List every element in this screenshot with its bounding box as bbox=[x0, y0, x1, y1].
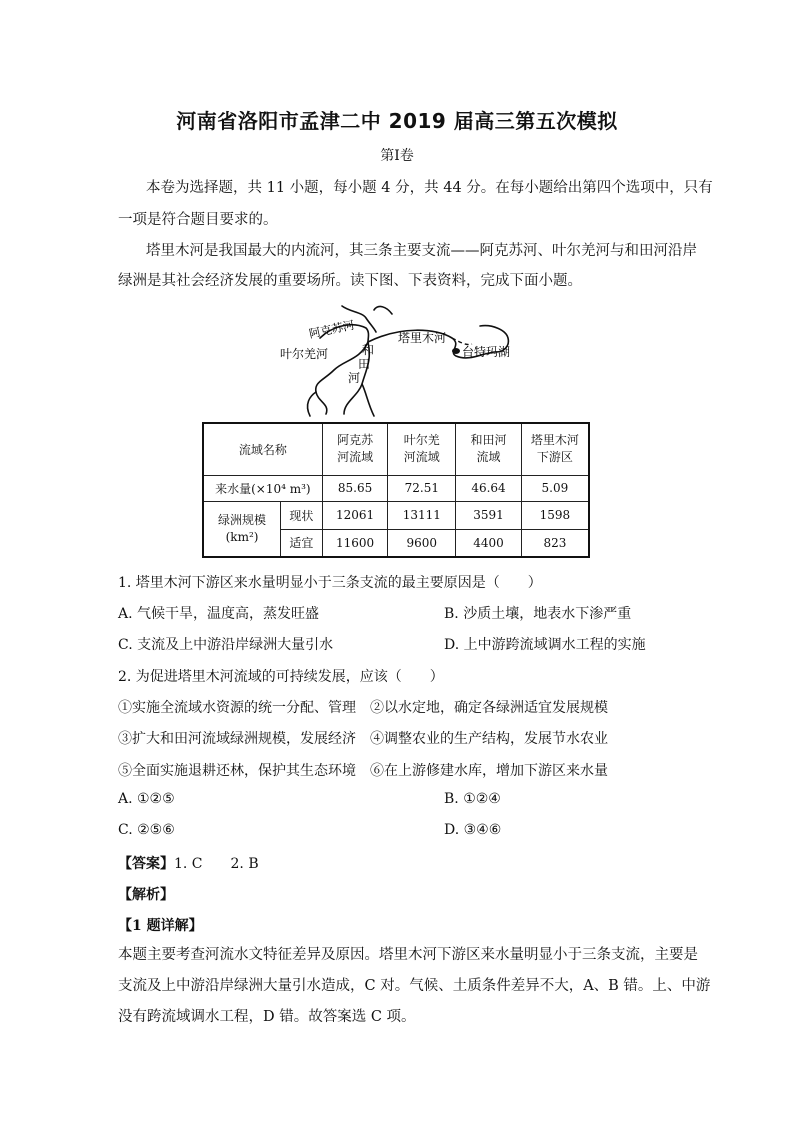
taitema-label: 台特玛湖 bbox=[462, 345, 511, 359]
q2-statement-5: ⑤全面实施退耕还林，保护其生态环境 bbox=[118, 763, 356, 779]
answer-line bbox=[118, 853, 259, 873]
q1-option-b: B. 沙质土壤，地表水下渗严重 bbox=[444, 606, 632, 622]
table-cell: 5.09 bbox=[521, 475, 589, 501]
detail-title: 【1 题详解】 bbox=[118, 918, 203, 934]
table-cell: 12061 bbox=[322, 501, 388, 529]
taitema-lake bbox=[452, 348, 460, 354]
table-cell: 85.65 bbox=[322, 475, 388, 501]
hotan-label-1: 和 bbox=[362, 343, 375, 357]
q2-statement-4: ④调整农业的生产结构，发展节水农业 bbox=[370, 731, 608, 747]
q1-stem: 1. 塔里木河下游区来水量明显小于三条支流的最主要原因是（ ） bbox=[118, 575, 542, 591]
passage-line-1: 塔里木河是我国最大的内流河，其三条主要支流——阿克苏河、叶尔羌河与和田河沿岸 bbox=[146, 243, 697, 259]
suitable-label: 适宜 bbox=[281, 529, 323, 557]
hotan-label-3: 河 bbox=[348, 371, 361, 385]
header-tarim-lower: 塔里木河 下游区 bbox=[521, 423, 589, 475]
passage-line-2: 绿洲是其社会经济发展的重要场所。读下图、下表资料，完成下面小题。 bbox=[118, 273, 582, 289]
header-yarkand: 叶尔羌 河流域 bbox=[388, 423, 456, 475]
header-basin-name: 流域名称 bbox=[203, 423, 322, 475]
table-cell: 46.64 bbox=[456, 475, 522, 501]
table-row-current bbox=[203, 501, 589, 529]
table-header-row bbox=[203, 423, 589, 475]
table-cell: 823 bbox=[521, 529, 589, 557]
table-cell: 1598 bbox=[521, 501, 589, 529]
table-cell: 72.51 bbox=[388, 475, 456, 501]
intro-line-2: 一项是符合题目要求的。 bbox=[118, 212, 278, 228]
q1-option-a: A. 气候干旱，温度高，蒸发旺盛 bbox=[118, 606, 320, 622]
analysis-label: 【解析】 bbox=[118, 887, 174, 903]
answer-text: 1. C 2. B bbox=[174, 856, 259, 872]
intro-line-1: 本卷为选择题，共 11 小题，每小题 4 分，共 44 分。在每小题给出第四个选项中，只有 bbox=[146, 180, 713, 196]
section-label: 第Ⅰ卷 bbox=[380, 148, 414, 164]
table-row-inflow bbox=[203, 475, 589, 501]
current-label: 现状 bbox=[281, 501, 323, 529]
tarim-label: 塔里木河 bbox=[398, 331, 447, 345]
detail-line-2: 支流及上中游沿岸绿洲大量引水造成，C 对。气候、土质条件差异不大，A、B 错。上、中游 bbox=[118, 978, 711, 994]
q2-option-b: B. ①②④ bbox=[444, 791, 501, 807]
aksu-label: 阿克苏河 bbox=[307, 317, 356, 341]
tarim-river-map bbox=[270, 300, 520, 422]
q1-option-c: C. 支流及上中游沿岸绿洲大量引水 bbox=[118, 637, 334, 653]
basin-data-table bbox=[202, 422, 590, 558]
table-cell: 13111 bbox=[388, 501, 456, 529]
table-cell: 9600 bbox=[388, 529, 456, 557]
q2-option-c: C. ②⑤⑥ bbox=[118, 822, 175, 838]
page-title: 河南省洛阳市孟津二中 2019 届高三第五次模拟 bbox=[176, 109, 618, 133]
hotan-label-2: 田 bbox=[358, 357, 371, 371]
q2-option-a: A. ①②⑤ bbox=[118, 791, 175, 807]
detail-line-3: 没有跨流域调水工程，D 错。故答案选 C 项。 bbox=[118, 1009, 416, 1025]
oasis-scale-label: 绿洲规模 (km²) bbox=[203, 501, 281, 557]
table-cell: 3591 bbox=[456, 501, 522, 529]
header-aksu: 阿克苏 河流域 bbox=[322, 423, 388, 475]
header-hotan: 和田河 流域 bbox=[456, 423, 522, 475]
q1-option-d: D. 上中游跨流域调水工程的实施 bbox=[444, 637, 646, 653]
inflow-label: 来水量(×10⁴ m³) bbox=[203, 475, 322, 501]
q2-statement-3: ③扩大和田河流域绿洲规模，发展经济 bbox=[118, 731, 356, 747]
table-cell: 11600 bbox=[322, 529, 388, 557]
q2-statement-2: ②以水定地，确定各绿洲适宜发展规模 bbox=[370, 700, 608, 716]
detail-line-1: 本题主要考查河流水文特征差异及原因。塔里木河下游区来水量明显小于三条支流，主要是 bbox=[118, 947, 698, 963]
yarkand-label: 叶尔羌河 bbox=[280, 347, 329, 361]
q2-statement-6: ⑥在上游修建水库，增加下游区来水量 bbox=[370, 763, 608, 779]
q2-statement-1: ①实施全流域水资源的统一分配、管理 bbox=[118, 700, 356, 716]
q2-option-d: D. ③④⑥ bbox=[444, 822, 502, 838]
q2-stem: 2. 为促进塔里木河流域的可持续发展，应该（ ） bbox=[118, 669, 444, 685]
table-cell: 4400 bbox=[456, 529, 522, 557]
answer-label: 【答案】 bbox=[118, 856, 174, 872]
